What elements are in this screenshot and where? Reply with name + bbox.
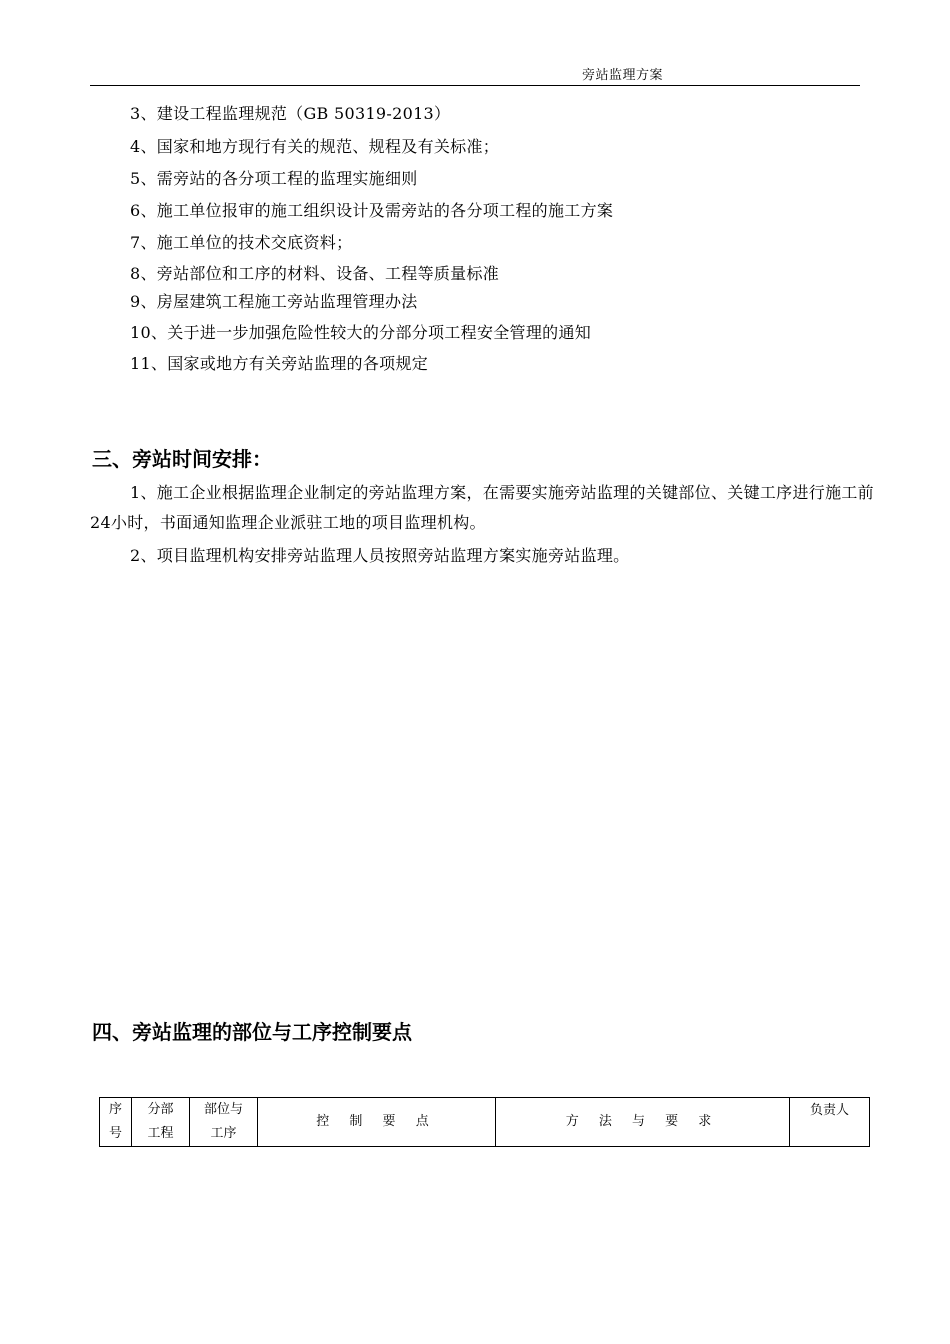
column-header-owner: 负责人 xyxy=(790,1098,870,1147)
section-heading-time-arrangement: 三、旁站时间安排： xyxy=(92,447,272,471)
reference-item: 11、国家或地方有关旁站监理的各项规定 xyxy=(130,354,429,373)
control-points-table xyxy=(99,1097,870,1147)
reference-item: 10、关于进一步加强危险性较大的分部分项工程安全管理的通知 xyxy=(130,323,592,342)
column-header-division-line2: 工程 xyxy=(147,1126,174,1141)
column-header-division xyxy=(132,1098,190,1147)
header-divider xyxy=(90,85,860,86)
page-header-title: 旁站监理方案 xyxy=(582,68,664,83)
paragraph-time-arrangement-1: 1、施工企业根据监理企业制定的旁站监理方案，在需要实施旁站监理的关键部位、关键工序进行施工前24小时，书面通知监理企业派驻工地的项目监理机构。 xyxy=(90,483,874,532)
column-header-part-line1: 部位与 xyxy=(203,1102,243,1117)
reference-item: 8、旁站部位和工序的材料、设备、工程等质量标准 xyxy=(130,264,500,283)
column-header-seq-line2: 号 xyxy=(108,1126,122,1141)
column-header-division-line1: 分部 xyxy=(147,1102,174,1117)
reference-item: 3、建设工程监理规范（GB 50319-2013） xyxy=(130,104,451,123)
section-heading-control-points: 四、旁站监理的部位与工序控制要点 xyxy=(92,1020,412,1044)
reference-item: 7、施工单位的技术交底资料； xyxy=(130,233,353,252)
reference-item: 9、房屋建筑工程施工旁站监理管理办法 xyxy=(130,292,418,311)
column-header-seq-line1: 序 xyxy=(108,1102,122,1117)
column-header-seq xyxy=(100,1098,132,1147)
column-header-part-line2: 工序 xyxy=(210,1126,237,1141)
column-header-method: 方 法 与 要 求 xyxy=(496,1098,790,1147)
reference-item: 5、需旁站的各分项工程的监理实施细则 xyxy=(130,169,418,188)
table-header-row xyxy=(100,1098,870,1147)
column-header-control-points: 控 制 要 点 xyxy=(258,1098,496,1147)
column-header-part xyxy=(190,1098,258,1147)
reference-item: 6、施工单位报审的施工组织设计及需旁站的各分项工程的施工方案 xyxy=(130,201,614,220)
reference-item: 4、国家和地方现行有关的规范、规程及有关标准； xyxy=(130,137,500,156)
paragraph-time-arrangement-2: 2、项目监理机构安排旁站监理人员按照旁站监理方案实施旁站监理。 xyxy=(130,546,630,565)
